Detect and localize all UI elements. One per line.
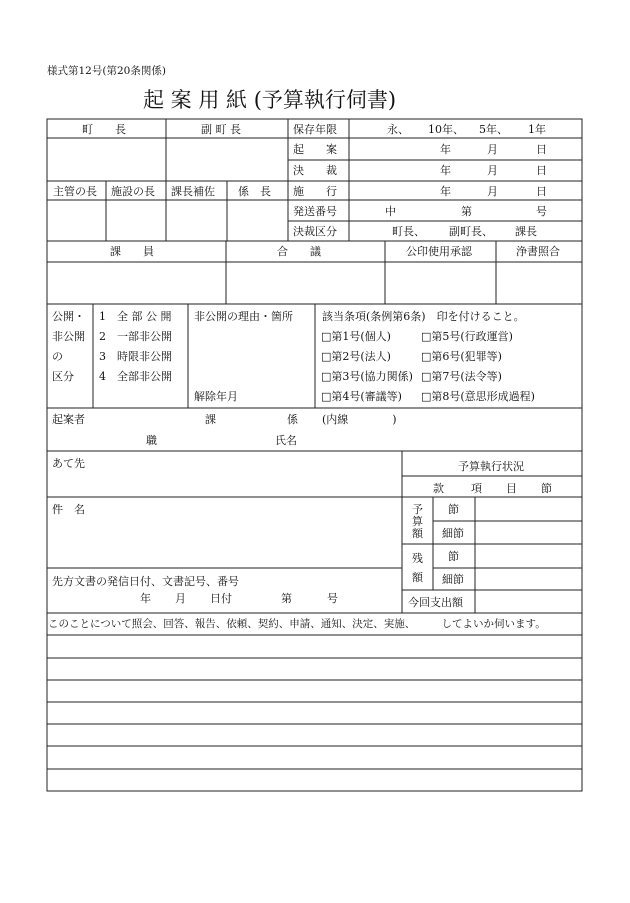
disclosure-opt-4: 4 全部非公開 bbox=[99, 370, 172, 383]
deputy-mayor-label: 副 町 長 bbox=[201, 123, 241, 136]
article-6[interactable]: □第6号(犯罪等) bbox=[421, 350, 502, 363]
drafter-ka: 課 bbox=[205, 413, 216, 426]
seal-approval-label: 公印使用承認 bbox=[406, 245, 472, 258]
disclosure-label-4: 区分 bbox=[52, 370, 74, 383]
sender-doc-year: 年 bbox=[140, 592, 151, 605]
decision-opt-deputy: 副町長、 bbox=[449, 225, 493, 238]
article-2[interactable]: □第2号(法人) bbox=[321, 350, 391, 363]
disclosure-opt-1: 1 全 部 公 開 bbox=[99, 310, 172, 323]
send-number-mid: 中 bbox=[385, 205, 396, 218]
disclosure-label-3: の bbox=[52, 350, 63, 363]
disclosure-label-1: 公開・ bbox=[52, 310, 85, 323]
sender-doc-go: 号 bbox=[327, 592, 338, 605]
decided-day: 日 bbox=[536, 164, 547, 177]
drafter-name: 氏名 bbox=[275, 434, 297, 447]
budget-kou: 項 bbox=[471, 482, 482, 495]
budget-zan-2: 額 bbox=[412, 571, 423, 584]
sender-doc-label: 先方文書の発信日付、文書記号、番号 bbox=[52, 575, 239, 588]
section-chief-label: 係 長 bbox=[238, 185, 271, 198]
send-number-go: 号 bbox=[536, 205, 547, 218]
article-8[interactable]: □第8号(意思形成過程) bbox=[421, 390, 535, 403]
drafted-label: 起 案 bbox=[293, 143, 337, 156]
sender-doc-dai: 第 bbox=[281, 592, 292, 605]
disclosure-opt-2: 2 一部非公開 bbox=[99, 330, 172, 343]
drafter-extension: (内線 ) bbox=[322, 413, 397, 426]
retention-opt-10: 10年、 bbox=[428, 123, 464, 136]
article-7[interactable]: □第7号(法令等) bbox=[421, 370, 502, 383]
article-3[interactable]: □第3号(協力関係) bbox=[321, 370, 413, 383]
budget-moku: 目 bbox=[506, 482, 517, 495]
retention-opt-5: 5年、 bbox=[479, 123, 508, 136]
drafter-kakari: 係 bbox=[287, 413, 298, 426]
send-number-dai: 第 bbox=[461, 205, 472, 218]
drafted-month: 月 bbox=[487, 143, 498, 156]
sender-doc-month: 月 bbox=[175, 592, 186, 605]
addressee-label: あて先 bbox=[52, 457, 85, 470]
enforced-year: 年 bbox=[440, 185, 451, 198]
budget-yosan-3: 額 bbox=[412, 527, 423, 540]
disclosure-opt-3: 3 時限非公開 bbox=[99, 350, 172, 363]
clean-copy-check-label: 浄書照合 bbox=[516, 245, 560, 258]
drafted-year: 年 bbox=[440, 143, 451, 156]
decided-year: 年 bbox=[440, 164, 451, 177]
enforced-day: 日 bbox=[536, 185, 547, 198]
retention-label: 保存年限 bbox=[293, 123, 337, 136]
budget-yosan-setsu: 節 bbox=[448, 503, 459, 516]
assistant-chief-label: 課長補佐 bbox=[171, 185, 215, 198]
budget-yosan-1: 予 bbox=[412, 503, 423, 516]
request-text: このことについて照会、回答、報告、依頼、契約、申請、通知、決定、実施、 してよいか伺います。 bbox=[48, 618, 546, 630]
nondisclosure-reason-label: 非公開の理由・箇所 bbox=[194, 310, 293, 323]
drafter-position: 職 bbox=[146, 434, 157, 447]
budget-yosan-2: 算 bbox=[412, 515, 423, 528]
disclosure-label-2: 非公開 bbox=[52, 330, 85, 343]
drafted-day: 日 bbox=[536, 143, 547, 156]
article-5[interactable]: □第5号(行政運営) bbox=[421, 330, 513, 343]
decision-opt-chief: 課長 bbox=[515, 225, 537, 238]
retention-opt-eternal: 永、 bbox=[387, 123, 409, 136]
decided-label: 決 裁 bbox=[293, 164, 337, 177]
budget-yosan-saisetsu: 細節 bbox=[442, 527, 464, 540]
form-number: 様式第12号(第20条関係) bbox=[47, 65, 166, 77]
facility-head-label: 施設の長 bbox=[111, 185, 155, 198]
release-date-label: 解除年月 bbox=[194, 390, 238, 403]
decision-class-label: 決裁区分 bbox=[293, 225, 337, 238]
chief-label: 主管の長 bbox=[53, 185, 97, 198]
page-title: 起 案 用 紙 (予算執行伺書) bbox=[143, 88, 397, 112]
decision-opt-mayor: 町長、 bbox=[392, 225, 425, 238]
drafter-label: 起案者 bbox=[52, 413, 85, 426]
budget-zan-setsu: 節 bbox=[448, 550, 459, 563]
mayor-label: 町 長 bbox=[82, 123, 126, 136]
article-4[interactable]: □第4号(審議等) bbox=[321, 390, 402, 403]
budget-kan: 款 bbox=[433, 482, 444, 495]
budget-this-time: 今回支出額 bbox=[408, 596, 463, 609]
article-header: 該当条項(条例第6条) 印を付けること。 bbox=[322, 310, 525, 323]
sender-doc-date: 日付 bbox=[210, 592, 232, 605]
budget-zan-1: 残 bbox=[412, 552, 423, 565]
budget-setsu: 節 bbox=[541, 482, 552, 495]
consultation-label: 合 議 bbox=[277, 245, 321, 258]
decided-month: 月 bbox=[487, 164, 498, 177]
retention-opt-1: 1年 bbox=[528, 123, 546, 136]
subject-label: 件 名 bbox=[52, 503, 85, 516]
budget-header: 予算執行状況 bbox=[458, 460, 524, 473]
staff-label: 課 員 bbox=[110, 245, 154, 258]
enforced-month: 月 bbox=[487, 185, 498, 198]
enforced-label: 施 行 bbox=[293, 185, 337, 198]
budget-zan-saisetsu: 細節 bbox=[442, 573, 464, 586]
article-1[interactable]: □第1号(個人) bbox=[321, 330, 391, 343]
send-number-label: 発送番号 bbox=[293, 205, 337, 218]
